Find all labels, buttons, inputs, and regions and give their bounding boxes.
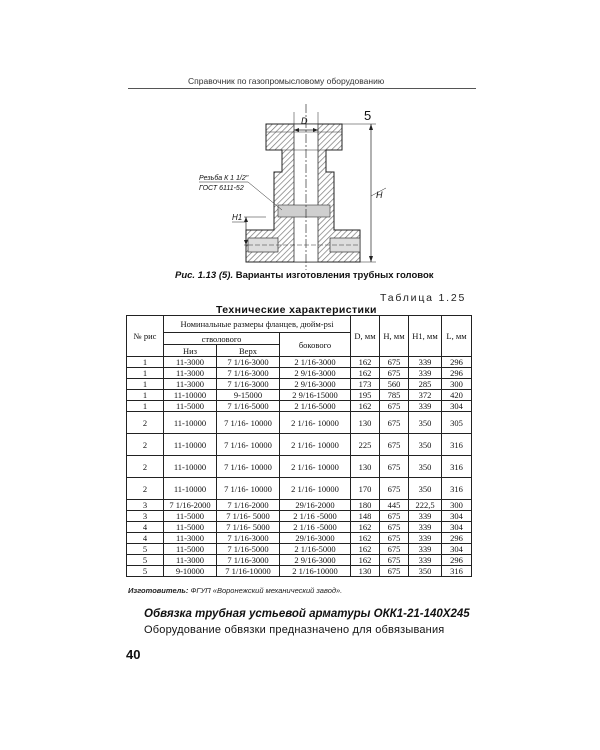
cell-top: 9-15000 xyxy=(217,390,280,401)
header-num: № рис xyxy=(127,316,164,357)
manufacturer-label: Изготовитель: xyxy=(128,586,189,595)
table-row xyxy=(127,401,472,412)
cell-top: 7 1/16- 5000 xyxy=(217,511,280,522)
cell-low: 11-3000 xyxy=(164,368,217,379)
cell-l: 420 xyxy=(442,390,472,401)
section-text: Оборудование обвязки предназначено для обвязывания xyxy=(144,624,445,636)
cell-l: 316 xyxy=(442,434,472,456)
cell-n: 1 xyxy=(127,357,164,368)
cell-side: 2 1/16-5000 xyxy=(280,401,351,412)
cell-h: 675 xyxy=(380,434,409,456)
cell-side: 2 9/16-3000 xyxy=(280,368,351,379)
cell-h1: 339 xyxy=(409,401,442,412)
cell-top: 7 1/16- 10000 xyxy=(217,434,280,456)
technical-drawing xyxy=(0,0,600,300)
cell-h1: 222,5 xyxy=(409,500,442,511)
cell-top: 7 1/16-3000 xyxy=(217,379,280,390)
cell-h: 675 xyxy=(380,412,409,434)
cell-top: 7 1/16-3000 xyxy=(217,533,280,544)
drawing-dim-h-label: H xyxy=(376,190,383,200)
cell-h1: 339 xyxy=(409,555,442,566)
specifications-table xyxy=(126,315,472,577)
cell-side: 2 9/16-3000 xyxy=(280,379,351,390)
cell-top: 7 1/16-10000 xyxy=(217,566,280,577)
cell-n: 1 xyxy=(127,368,164,379)
cell-h: 675 xyxy=(380,533,409,544)
cell-h: 675 xyxy=(380,522,409,533)
cell-top: 7 1/16-3000 xyxy=(217,357,280,368)
cell-h: 675 xyxy=(380,544,409,555)
cell-n: 1 xyxy=(127,401,164,412)
table-row xyxy=(127,511,472,522)
cell-n: 2 xyxy=(127,456,164,478)
cell-h: 675 xyxy=(380,368,409,379)
cell-h1: 350 xyxy=(409,478,442,500)
cell-low: 11-10000 xyxy=(164,390,217,401)
cell-h1: 372 xyxy=(409,390,442,401)
cell-n: 5 xyxy=(127,544,164,555)
cell-top: 7 1/16-2000 xyxy=(217,500,280,511)
cell-side: 2 1/16-5000 xyxy=(280,544,351,555)
cell-low: 11-5000 xyxy=(164,522,217,533)
cell-top: 7 1/16- 10000 xyxy=(217,412,280,434)
cell-low: 11-10000 xyxy=(164,412,217,434)
cell-low: 11-10000 xyxy=(164,478,217,500)
cell-side: 2 1/16- 10000 xyxy=(280,434,351,456)
cell-d: 162 xyxy=(351,544,380,555)
table-row xyxy=(127,478,472,500)
cell-side: 2 1/16 -5000 xyxy=(280,511,351,522)
cell-l: 304 xyxy=(442,511,472,522)
drawing-thread-note-line2: ГОСТ 6111-52 xyxy=(199,185,244,192)
header-side: бокового xyxy=(280,333,351,357)
cell-side: 2 1/16- 10000 xyxy=(280,412,351,434)
cell-d: 130 xyxy=(351,412,380,434)
table-label: Таблица 1.25 xyxy=(380,292,467,304)
manufacturer-note xyxy=(128,586,342,595)
table-row xyxy=(127,544,472,555)
table-row xyxy=(127,500,472,511)
table-row xyxy=(127,522,472,533)
cell-h: 675 xyxy=(380,566,409,577)
table-row xyxy=(127,456,472,478)
cell-h: 675 xyxy=(380,555,409,566)
cell-n: 2 xyxy=(127,412,164,434)
header-barrel: стволового xyxy=(164,333,280,345)
cell-n: 4 xyxy=(127,522,164,533)
cell-top: 7 1/16-3000 xyxy=(217,555,280,566)
cell-d: 162 xyxy=(351,401,380,412)
cell-n: 3 xyxy=(127,500,164,511)
cell-n: 5 xyxy=(127,566,164,577)
cell-l: 304 xyxy=(442,401,472,412)
cell-d: 225 xyxy=(351,434,380,456)
cell-low: 11-5000 xyxy=(164,401,217,412)
cell-l: 296 xyxy=(442,533,472,544)
cell-d: 162 xyxy=(351,522,380,533)
cell-low: 11-3000 xyxy=(164,555,217,566)
cell-n: 3 xyxy=(127,511,164,522)
cell-l: 300 xyxy=(442,379,472,390)
figure-caption-text: Варианты изготовления трубных головок xyxy=(235,270,434,281)
header-h1: H1, мм xyxy=(409,316,442,357)
cell-h1: 285 xyxy=(409,379,442,390)
cell-n: 1 xyxy=(127,390,164,401)
cell-side: 2 9/16-3000 xyxy=(280,555,351,566)
drawing-dim-d-label: D xyxy=(301,116,308,126)
cell-d: 195 xyxy=(351,390,380,401)
cell-side: 2 1/16-3000 xyxy=(280,357,351,368)
cell-side: 2 1/16- 10000 xyxy=(280,478,351,500)
cell-h1: 339 xyxy=(409,522,442,533)
table-row xyxy=(127,412,472,434)
cell-n: 2 xyxy=(127,478,164,500)
cell-low: 11-10000 xyxy=(164,434,217,456)
cell-l: 304 xyxy=(442,544,472,555)
cell-n: 1 xyxy=(127,379,164,390)
cell-l: 305 xyxy=(442,412,472,434)
cell-n: 4 xyxy=(127,533,164,544)
cell-l: 296 xyxy=(442,357,472,368)
cell-l: 300 xyxy=(442,500,472,511)
cell-h: 675 xyxy=(380,357,409,368)
cell-d: 162 xyxy=(351,555,380,566)
cell-h1: 350 xyxy=(409,412,442,434)
running-header: Справочник по газопромысловому оборудованию xyxy=(188,76,385,86)
cell-l: 316 xyxy=(442,456,472,478)
cell-side: 29/16-3000 xyxy=(280,533,351,544)
drawing-thread-note-line1: Резьба К 1 1/2" xyxy=(199,175,249,182)
cell-d: 162 xyxy=(351,533,380,544)
header-l: L, мм xyxy=(442,316,472,357)
cell-top: 7 1/16- 10000 xyxy=(217,456,280,478)
header-d: D, мм xyxy=(351,316,380,357)
cell-low: 11-3000 xyxy=(164,533,217,544)
header-low: Низ xyxy=(164,345,217,357)
cell-low: 11-10000 xyxy=(164,456,217,478)
cell-side: 2 9/16-15000 xyxy=(280,390,351,401)
figure-caption xyxy=(175,270,434,281)
cell-n: 5 xyxy=(127,555,164,566)
cell-h1: 350 xyxy=(409,566,442,577)
cell-h1: 339 xyxy=(409,544,442,555)
header-flange-group: Номинальные размеры фланцев, дюйм-psi xyxy=(164,316,351,333)
cell-h: 675 xyxy=(380,456,409,478)
table-row xyxy=(127,533,472,544)
drawing-variant-mark: 5 xyxy=(364,108,372,123)
cell-low: 7 1/16-2000 xyxy=(164,500,217,511)
cell-side: 29/16-2000 xyxy=(280,500,351,511)
cell-side: 2 1/16-10000 xyxy=(280,566,351,577)
cell-d: 148 xyxy=(351,511,380,522)
cell-d: 162 xyxy=(351,357,380,368)
cell-h1: 339 xyxy=(409,533,442,544)
cell-d: 180 xyxy=(351,500,380,511)
cell-top: 7 1/16-5000 xyxy=(217,544,280,555)
cell-l: 316 xyxy=(442,566,472,577)
cell-h: 675 xyxy=(380,401,409,412)
section-title: Обвязка трубная устьевой арматуры ОКК1-21-140Х245 xyxy=(144,608,470,620)
drawing-dim-h1-label: H1 xyxy=(232,213,243,222)
cell-h1: 350 xyxy=(409,456,442,478)
cell-top: 7 1/16-3000 xyxy=(217,368,280,379)
cell-l: 316 xyxy=(442,478,472,500)
cell-h1: 339 xyxy=(409,357,442,368)
cell-top: 7 1/16- 5000 xyxy=(217,522,280,533)
table-row xyxy=(127,390,472,401)
cell-top: 7 1/16-5000 xyxy=(217,401,280,412)
cell-low: 11-5000 xyxy=(164,544,217,555)
cell-h: 675 xyxy=(380,478,409,500)
cell-h1: 339 xyxy=(409,368,442,379)
cell-h1: 339 xyxy=(409,511,442,522)
header-top: Верх xyxy=(217,345,280,357)
cell-l: 304 xyxy=(442,522,472,533)
cell-side: 2 1/16- 10000 xyxy=(280,456,351,478)
table-row xyxy=(127,357,472,368)
cell-n: 2 xyxy=(127,434,164,456)
cell-h: 785 xyxy=(380,390,409,401)
table-title: Технические характеристики xyxy=(216,304,377,316)
cell-top: 7 1/16- 10000 xyxy=(217,478,280,500)
table-row xyxy=(127,368,472,379)
cell-low: 11-3000 xyxy=(164,379,217,390)
cell-l: 296 xyxy=(442,368,472,379)
figure-caption-prefix: Рис. 1.13 (5). xyxy=(175,270,234,281)
table-row xyxy=(127,379,472,390)
cell-h: 675 xyxy=(380,511,409,522)
cell-low: 9-10000 xyxy=(164,566,217,577)
table-row xyxy=(127,434,472,456)
cell-h1: 350 xyxy=(409,434,442,456)
cell-side: 2 1/16 -5000 xyxy=(280,522,351,533)
header-h: H, мм xyxy=(380,316,409,357)
cell-d: 170 xyxy=(351,478,380,500)
table-row xyxy=(127,555,472,566)
table-row xyxy=(127,566,472,577)
cell-l: 296 xyxy=(442,555,472,566)
page-number: 40 xyxy=(126,647,141,662)
cell-d: 130 xyxy=(351,566,380,577)
cell-low: 11-5000 xyxy=(164,511,217,522)
cell-d: 173 xyxy=(351,379,380,390)
cell-h: 445 xyxy=(380,500,409,511)
cell-d: 130 xyxy=(351,456,380,478)
manufacturer-text: ФГУП «Воронежский механический завод». xyxy=(190,586,343,595)
cell-h: 560 xyxy=(380,379,409,390)
cell-d: 162 xyxy=(351,368,380,379)
cell-low: 11-3000 xyxy=(164,357,217,368)
